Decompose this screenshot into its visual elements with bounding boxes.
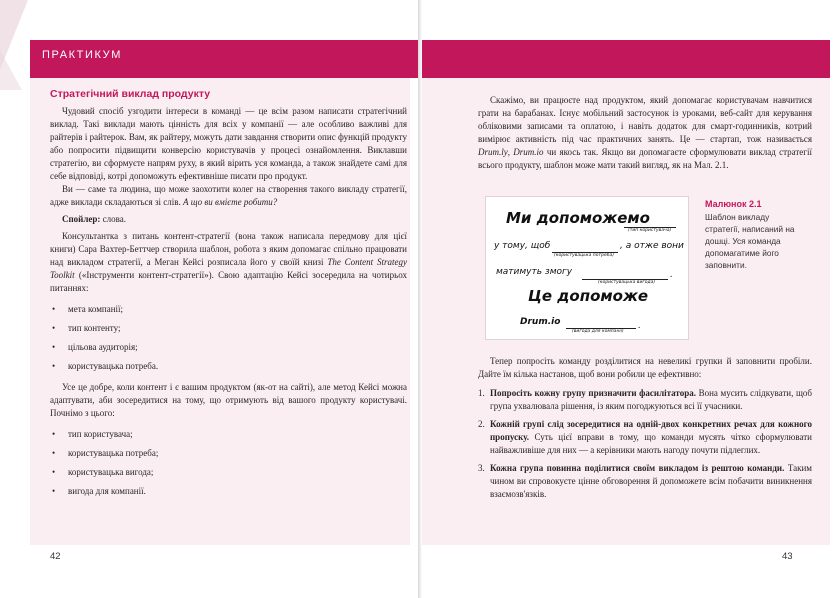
running-head: ПРАКТИКУМ: [42, 49, 122, 61]
list-item: • користувацька потреба.: [50, 357, 407, 376]
section-heading: Стратегічний виклад продукту: [50, 88, 211, 100]
list-item: • тип користувача;: [50, 425, 407, 444]
paragraph-text: Скажімо, ви працюєте над продуктом, який допомагає користувачам навчитися грати на барабанах. Існує мобільний застосунок із уроками, веб-сайт для керування обліковими записами та оплатою, і навіть додаток для смарт-годинників, котрий вимірює активність під час практичних занять. Це — стартап, тож називається: [478, 95, 812, 144]
list-item: • тип контенту;: [50, 319, 407, 338]
brand-name: Drum.io: [513, 147, 544, 157]
step-lead: Кожній групі слід зосередитися на одній-двох конкретних речах для кожного пропуску.: [490, 419, 812, 442]
whiteboard-line-2a: у тому, щоб: [494, 241, 551, 251]
whiteboard-line-4: Це допоможе: [528, 287, 649, 305]
list-number: 2.: [478, 419, 485, 429]
spoiler-text: слова.: [100, 214, 127, 224]
bullet-list: [50, 425, 407, 501]
whiteboard-line-1: Ми допоможемо: [506, 209, 650, 227]
paragraph: Усе це добре, коли контент і є вашим продуктом (як-от на сайті), але метод Кейсі можна адаптувати, аби зосередитися на тому, що отримують від вашого продукту користувачі. Почнімо з цього:: [50, 382, 407, 418]
paragraph: [50, 230, 407, 295]
paragraph-text: («Інструменти контент-стратегії»). Свою адаптацію Кейсі зосередила на чотирьох питаннях:: [50, 270, 407, 293]
step-lead: Кожна група повинна поділитися своїм викладом із рештою команди.: [490, 463, 785, 473]
list-item: • вигода для компанії.: [50, 482, 407, 501]
paragraph: Тепер попросіть команду розділитися на невеликі групки й заповнити пробіли. Дайте їм кілька настанов, щоб вони робили це ефективно:: [478, 356, 812, 379]
list-item: • мета компанії;: [50, 300, 407, 319]
whiteboard-figure: [485, 196, 689, 340]
page-number: 42: [50, 551, 61, 562]
whiteboard-line-2b: , а отже вони: [620, 241, 684, 251]
sentence-dot: .: [638, 321, 641, 331]
whiteboard-line-5: Drum.io: [520, 317, 561, 327]
figure-title: Малюнок 2.1: [705, 199, 762, 209]
page-corner-decoration: [0, 50, 22, 90]
step-lead: Попросіть кожну групу призначити фасилітатора.: [490, 388, 696, 398]
figure-caption: Шаблон викладу стратегії, написаний на дошці. Уся команда допомагатиме його заповнити.: [705, 212, 795, 270]
blank-label: (тип користувача): [628, 228, 672, 233]
paragraph-italic: А що ви вмієте робити?: [182, 197, 278, 207]
right-intro: [478, 94, 812, 172]
list-item: • цільова аудиторія;: [50, 338, 407, 357]
step-text: Суть цієї вправи в тому, що команди мусять чітко сформулювати найважливіше для них — а керівники мають нагоду почути підлеглих.: [490, 432, 812, 455]
paragraph-text: Консультантка з питань контент-стратегії (вона також написала передмову для цієї книги) Сара Вахтер-Беттчер створила шаблон, робота з яким допомагає спільно працювати над викладом стратегії, а Меган Кейсі розписала його у своїй книзі: [50, 231, 407, 267]
list-item: [478, 387, 812, 413]
paragraph: Чудовий спосіб узгодити інтереси в команді — це всім разом написати стратегічний виклад. Такі виклади мають цінність для всіх у компанії — але особливо важливі для райтерів і райтерок. Вам, як райтеру, можуть дати завдання створити опис функцій продукту або попросити підвищити конверсію користувачів у процесі ознайомлення. Виклавши стратегію, ви сформуєте напрям руху, в який вірить уся команда, а також знайдете самі для себе відповіді, котрі допоможуть ефективніше писати про продукт.: [50, 106, 407, 181]
paragraph-text: чи якось так. Якщо ви допомагаєте сформулювати виклад стратегії всього продукту, шаблон може мати такий вигляд, як на Мал. 2.1.: [478, 147, 812, 170]
spoiler-label: Спойлер:: [62, 214, 101, 224]
list-item: [478, 462, 812, 501]
header-band: [420, 40, 830, 78]
list-item: [478, 418, 812, 457]
numbered-list: [478, 387, 812, 501]
paragraph: [50, 183, 407, 209]
right-page: [420, 0, 840, 598]
whiteboard-line-3: матимуть змогу: [496, 267, 573, 277]
left-body: [50, 105, 407, 501]
step-text: Таким чином ви спровокуєте цінне обговорення й допоможете всім побачити виникнення взаємозв'язків.: [490, 463, 812, 499]
paragraph: [50, 213, 407, 226]
book-title: The Content Strategy Toolkit: [50, 257, 407, 280]
blank-label: (вигода для компанії): [572, 329, 624, 334]
step-text: Вона мусить слідкувати, щоб група ухвалювала рішення, із яким погоджуються всі її учасники.: [490, 388, 812, 411]
book-gutter: [418, 0, 422, 598]
list-number: 1.: [478, 388, 485, 398]
list-item: • користувацька вигода;: [50, 463, 407, 482]
bullet-list: [50, 300, 407, 376]
sentence-dot: .: [670, 270, 673, 280]
list-item: • користувацька потреба;: [50, 444, 407, 463]
blank-label: (користувацька потреба): [554, 253, 615, 258]
list-number: 3.: [478, 463, 485, 473]
page-number: 43: [782, 551, 793, 562]
paragraph-text: Ви — саме та людина, що може заохотити колег на створення такого викладу стратегії, адже виклади складаються зі слів.: [50, 184, 407, 207]
blank-label: (користувацька вигода): [598, 280, 656, 285]
right-body: [478, 355, 812, 506]
brand-name: Drum.ly: [478, 147, 508, 157]
paragraph-text: ,: [507, 147, 514, 157]
paragraph: [478, 94, 812, 172]
